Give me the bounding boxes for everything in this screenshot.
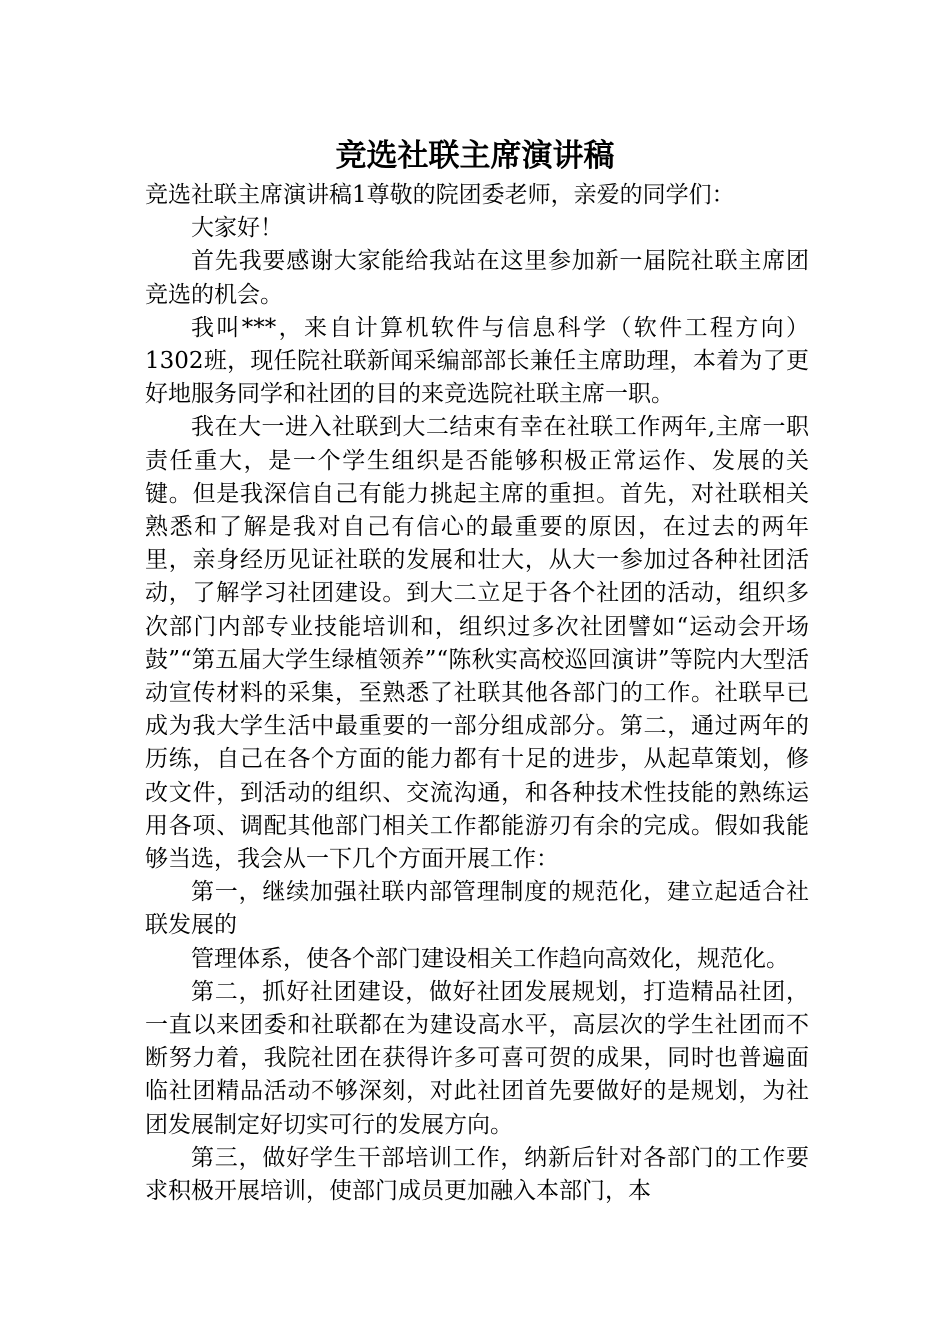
paragraph: 我在大一进入社联到大二结束有幸在社联工作两年,主席一职责任重大，是一个学生组织是否能够积极正常运作、发展的关键。但是我深信自己有能力挑起主席的重担。首先，对社联相关熟悉和了解是我对自己有信心的最重要的原因，在过去的两年里，亲身经历见证社联的发展和壮大，从大一参加过各种社团活动，了解学习社团建设。到大二立足于各个社团的活动，组织多次部门内部专业技能培训和，组织过多次社团譬如“运动会开场鼓”“第五届大学生绿植领养”“陈秋实高校巡回演讲”等院内大型活动宣传材料的采集，至熟悉了社联其他各部门的工作。社联早已成为我大学生活中最重要的一部分组成部分。第二，通过两年的历练，自己在各个方面的能力都有十足的进步，从起草策划，修改文件，到活动的组织、交流沟通，和各种技术性技能的熟练运用各项、调配其他部门相关工作都能游刃有余的完成。假如我能够当选，我会从一下几个方面开展工作： [145, 414, 809, 873]
paragraph: 大家好！ [191, 215, 283, 242]
document-body [145, 179, 809, 1208]
paragraph: 第二，抓好社团建设，做好社团发展规划，打造精品社团，一直以来团委和社联都在为建设高水平，高层次的学生社团而不断努力着，我院社团在获得许多可喜可贺的成果，同时也普遍面临社团精品活动不够深刻，对此社团首先要做好的是规划，为社团发展制定好切实可行的发展方向。 [145, 978, 809, 1138]
paragraph: 第三，做好学生干部培训工作，纳新后针对各部门的工作要求积极开展培训，使部门成员更加融入本部门，本 [145, 1144, 809, 1205]
paragraph: 管理体系，使各个部门建设相关工作趋向高效化，规范化。 [191, 945, 789, 972]
paragraph: 首先我要感谢大家能给我站在这里参加新一届院社联主席团竞选的机会。 [145, 248, 809, 308]
document-title: 竞选社联主席演讲稿 [335, 138, 615, 174]
paragraph: 我叫***，来自计算机软件与信息科学（软件工程方向）1302班，现任院社联新闻采编部部长兼任主席助理，本着为了更好地服务同学和社团的目的来竞选院社联主席一职。 [145, 314, 809, 408]
paragraph: 第一，继续加强社联内部管理制度的规范化，建立起适合社联发展的 [145, 879, 809, 939]
paragraph: 竞选社联主席演讲稿1尊敬的院团委老师，亲爱的同学们： [145, 182, 735, 208]
